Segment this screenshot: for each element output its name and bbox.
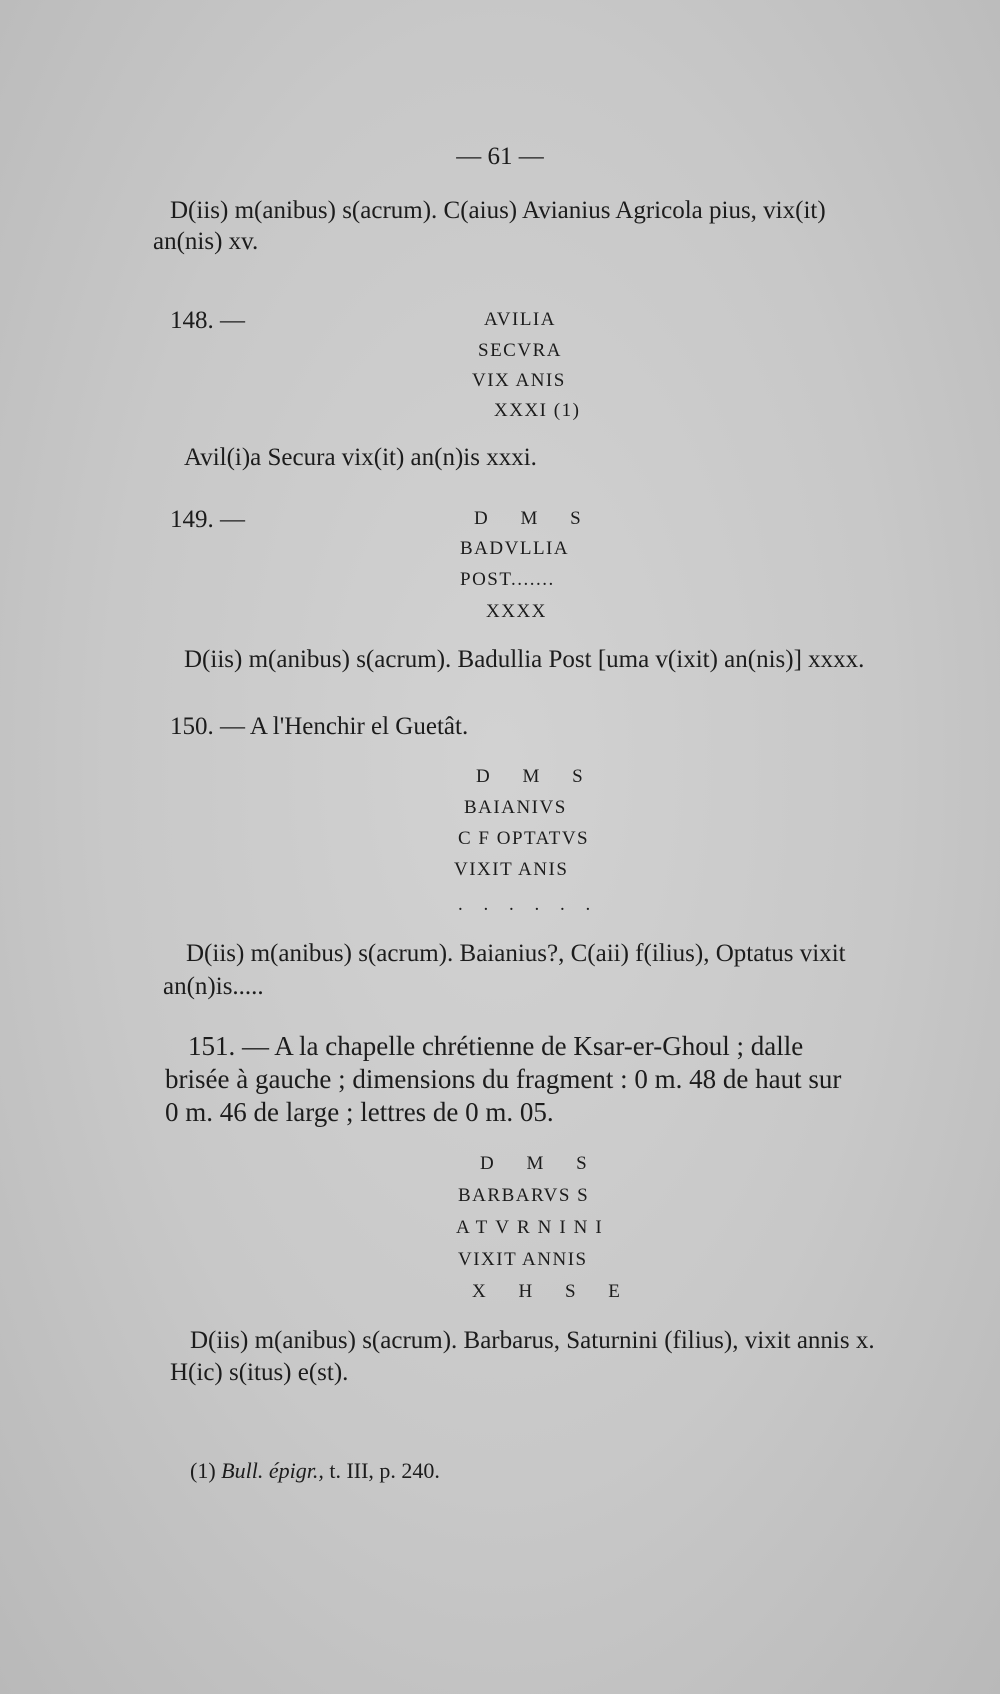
entry149-inscription-line: XXXX bbox=[486, 601, 547, 622]
entry150-inscription-line: BAIANIVS bbox=[464, 797, 567, 818]
entry151-description-line3: 0 m. 46 de large ; lettres de 0 m. 05. bbox=[165, 1097, 554, 1127]
entry150-inscription-line: C F OPTATVS bbox=[458, 828, 590, 849]
footnote-marker: (1) bbox=[190, 1458, 216, 1483]
entry149-inscription-line: D M S bbox=[474, 508, 595, 529]
entry147-reading-line2: an(nis) xv. bbox=[153, 228, 259, 255]
entry151-inscription-line: D M S bbox=[480, 1153, 601, 1174]
footnote-reference: t. III, p. 240. bbox=[329, 1458, 440, 1483]
entry151-inscription-line: X H S E bbox=[472, 1281, 634, 1302]
entry149-inscription-line: BADVLLIA bbox=[460, 538, 570, 559]
entry150-inscription-line: VIXIT ANIS bbox=[454, 859, 569, 880]
entry148-inscription-line: AVILIA bbox=[484, 309, 556, 330]
entry150-heading: 150. — A l'Henchir el Guetât. bbox=[170, 713, 469, 740]
entry151-description-line1: 151. — A la chapelle chrétienne de Ksar-er-Ghoul ; dalle bbox=[188, 1031, 804, 1061]
page-number: — 61 — bbox=[456, 143, 544, 170]
entry148-number: 148. — bbox=[170, 307, 245, 334]
entry151-inscription-line: ATVRNINI bbox=[456, 1217, 610, 1238]
entry149-reading: D(iis) m(anibus) s(acrum). Badullia Post [uma v(ixit) an(nis)] xxxx. bbox=[184, 646, 865, 673]
footnote bbox=[190, 1456, 440, 1486]
entry149-inscription-line: POST....... bbox=[460, 569, 555, 590]
entry148-reading: Avil(i)a Secura vix(it) an(n)is xxxi. bbox=[184, 444, 537, 471]
entry151-inscription-line: BARBARVS S bbox=[458, 1185, 590, 1206]
entry149-number: 149. — bbox=[170, 506, 245, 533]
entry150-reading-line2: an(n)is..... bbox=[163, 973, 264, 1000]
footnote-source: Bull. épigr., bbox=[221, 1458, 324, 1483]
entry151-reading-line2: H(ic) s(itus) e(st). bbox=[170, 1359, 349, 1386]
entry150-reading-line1: D(iis) m(anibus) s(acrum). Baianius?, C(aii) f(ilius), Optatus vixit bbox=[186, 940, 846, 967]
entry150-inscription-line: D M S bbox=[476, 766, 597, 787]
entry151-description-line2: brisée à gauche ; dimensions du fragment : 0 m. 48 de haut sur bbox=[165, 1064, 842, 1094]
entry150-inscription-line: . . . . . . bbox=[458, 894, 599, 915]
entry148-inscription-line: SECVRA bbox=[478, 340, 562, 361]
entry148-inscription-line: XXXI (1) bbox=[494, 400, 581, 421]
entry151-reading-line1: D(iis) m(anibus) s(acrum). Barbarus, Saturnini (filius), vixit annis x. bbox=[190, 1327, 875, 1354]
entry147-reading-line1: D(iis) m(anibus) s(acrum). C(aius) Avianius Agricola pius, vix(it) bbox=[170, 197, 826, 224]
entry148-inscription-line: VIX ANIS bbox=[472, 370, 566, 391]
entry151-inscription-line: VIXIT ANNIS bbox=[458, 1249, 588, 1270]
